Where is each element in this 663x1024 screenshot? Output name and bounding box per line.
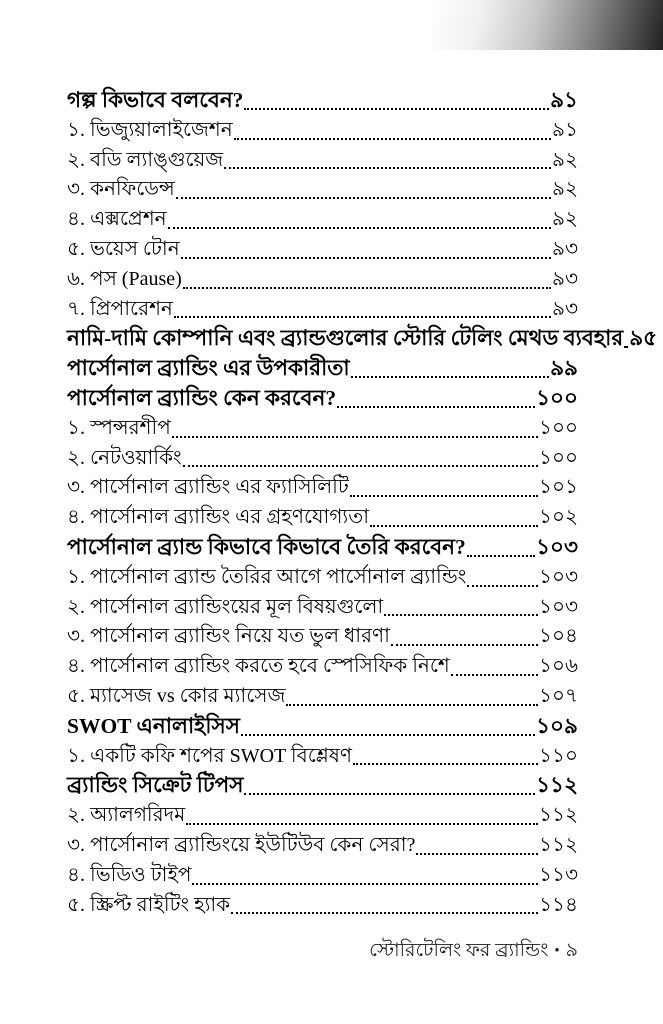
toc-entry-page: ৯২ [552,148,578,171]
dot-leader [624,346,628,348]
toc-entry-page: ৯২ [552,208,578,231]
toc-entry-label: ১. পার্সোনাল ব্র্যান্ড তৈরির আগে পার্সোনাল ব্র্যান্ডিং [67,565,467,588]
toc-entry-page: ১১২ [539,804,578,827]
dot-leader [244,108,549,110]
dot-leader [172,436,538,438]
dot-leader [467,585,538,587]
toc-entry-page: ১১৪ [539,893,578,916]
toc-entry [67,652,578,682]
toc-entry [67,861,578,891]
toc-entry-label: ৪. পার্সোনাল ব্র্যান্ডিং করতে হবে স্পেসিফিক নিশে [67,655,450,678]
dot-leader [186,823,538,825]
toc-entry-page: ৯১ [552,118,578,141]
toc-entry-label: ৩. পার্সোনাল ব্র্যান্ডিং এর ফ্যাসিলিটি [67,476,349,499]
toc-entry [67,533,578,563]
toc-entry-page: ১০৯ [536,713,578,738]
toc-entry-label: ৩. কনফিডেন্স [67,178,175,201]
dot-leader [181,257,551,259]
toc-entry-label: ২. অ্যালগরিদম [67,804,186,827]
toc-entry-label: ৩. পার্সোনাল ব্র্যান্ডিং নিয়ে যত ভুল ধারণা [67,625,390,648]
dot-leader [183,287,551,289]
toc-entry-label: ৩. পার্সোনাল ব্র্যান্ডিংয়ে ইউটিউব কেন সেরা? [67,833,416,856]
toc-entry [67,682,578,712]
toc-entry-label: পার্সোনাল ব্র্যান্ডিং কেন করবেন? [67,385,337,410]
dot-leader [337,406,535,408]
toc-entry-page: ১০৬ [539,655,578,678]
toc-entry [67,86,578,116]
footer-book-title: স্টোরিটেলিং ফর ব্র্যান্ডিং [369,940,549,961]
toc-entry-page: ১০৭ [539,684,578,707]
toc-entry [67,354,578,384]
toc-entry [67,503,578,533]
toc-entry [67,712,578,742]
table-of-contents [67,86,658,920]
dot-leader [286,704,538,706]
toc-entry-label: SWOT এনালাইসিস [67,713,240,738]
dot-leader [183,465,538,467]
toc-entry [67,801,578,831]
toc-entry [67,742,578,772]
toc-entry-label: ৫. ভয়েস টোন [67,237,180,260]
toc-entry-page: ১০১ [539,476,578,499]
footer-page-number: ৯ [565,940,578,961]
toc-entry-label: ৪. ভিডিও টাইপ [67,863,192,886]
toc-entry-label: গল্প কিভাবে বলবেন? [67,88,244,112]
dot-leader [174,316,551,318]
toc-entry [67,622,578,652]
toc-entry [67,324,658,354]
dot-leader [231,912,538,914]
dot-leader [416,853,538,855]
toc-entry-page: ১০২ [539,506,578,529]
dot-leader [353,763,538,765]
toc-entry-page: ৯৯ [550,356,578,381]
toc-entry [67,384,578,414]
toc-entry [67,265,578,295]
toc-entry [67,473,578,503]
toc-entry [67,593,578,623]
toc-entry-page: ১০০ [539,446,578,469]
toc-entry [67,235,578,265]
dot-leader [241,734,535,736]
toc-entry-page: ১১২ [536,773,578,798]
toc-entry [67,563,578,593]
toc-entry-label: পার্সোনাল ব্র্যান্ডিং এর উপকারীতা [67,356,350,381]
toc-entry [67,444,578,474]
toc-entry-page: ১১০ [539,744,578,767]
dot-leader [451,674,538,676]
toc-entry-label: ব্র্যান্ডিং সিক্রেট টিপস [67,773,244,798]
dot-leader [391,644,538,646]
toc-entry-label: ৫. স্ক্রিপ্ট রাইটিং হ্যাক [67,893,231,916]
toc-entry-page: ১১২ [539,833,578,856]
bullet-separator-icon: • [554,943,560,959]
dot-leader [370,525,538,527]
toc-entry-page: ৯৩ [552,297,578,320]
dot-leader [350,495,538,497]
toc-entry-page: ১০৪ [539,625,578,648]
dot-leader [168,227,551,229]
toc-entry [67,146,578,176]
toc-entry-label: ১. ভিজ্যুয়ালাইজেশন [67,118,233,141]
toc-entry [67,205,578,235]
toc-entry-page: ১০৩ [536,534,578,559]
dot-leader [234,138,551,140]
toc-entry-page: ৯৩ [552,267,578,290]
toc-entry-label: পার্সোনাল ব্র্যান্ড কিভাবে কিভাবে তৈরি করবেন? [67,534,466,559]
toc-entry-label: ২. পার্সোনাল ব্র্যান্ডিংয়ের মূল বিষয়গুলো [67,595,384,618]
dot-leader [224,167,551,169]
toc-entry [67,295,578,325]
dot-leader [384,614,538,616]
dot-leader [244,793,535,795]
dot-leader [467,555,535,557]
toc-entry-label: ৬. পস (Pause) [67,267,182,290]
toc-entry-label: ৪. এক্সপ্রেশন [67,208,167,231]
toc-entry-label: ৪. পার্সোনাল ব্র্যান্ডিং এর গ্রহণযোগ্যতা [67,506,370,529]
toc-entry-page: ১০৩ [539,595,578,618]
scan-shadow-gradient [431,0,663,50]
toc-entry-label: ৭. প্রিপারেশন [67,297,173,320]
toc-entry [67,771,578,801]
toc-entry [67,116,578,146]
toc-entry-page: ১০০ [536,385,578,410]
toc-entry [67,891,578,921]
toc-entry-page: ৯৫ [629,326,658,351]
toc-entry-page: ১০০ [539,416,578,439]
dot-leader [176,197,551,199]
dot-leader [351,376,549,378]
page-footer [369,936,578,968]
toc-entry-label: ১. স্পন্সরশীপ [67,416,171,439]
toc-entry-page: ১১৩ [539,863,578,886]
toc-entry-label: ১. একটি কফি শপের SWOT বিশ্লেষণ [67,744,352,767]
toc-entry-page: ৯২ [552,178,578,201]
toc-entry-page: ৯৩ [552,237,578,260]
toc-entry [67,175,578,205]
toc-entry-label: ২. নেটওয়ার্কিং [67,446,182,469]
toc-entry-label: নামি-দামি কোম্পানি এবং ব্র্যান্ডগুলোর স্টোরি টেলিং মেথড ব্যবহার [67,326,624,351]
toc-entry [67,831,578,861]
toc-entry-page: ১০৩ [539,565,578,588]
dot-leader [192,883,538,885]
toc-entry [67,414,578,444]
toc-entry-label: ২. বডি ল্যাঙ্গুয়েজ [67,148,224,171]
toc-entry-label: ৫. ম্যাসেজ vs কোর ম্যাসেজ [67,684,286,707]
toc-entry-page: ৯১ [550,88,578,112]
